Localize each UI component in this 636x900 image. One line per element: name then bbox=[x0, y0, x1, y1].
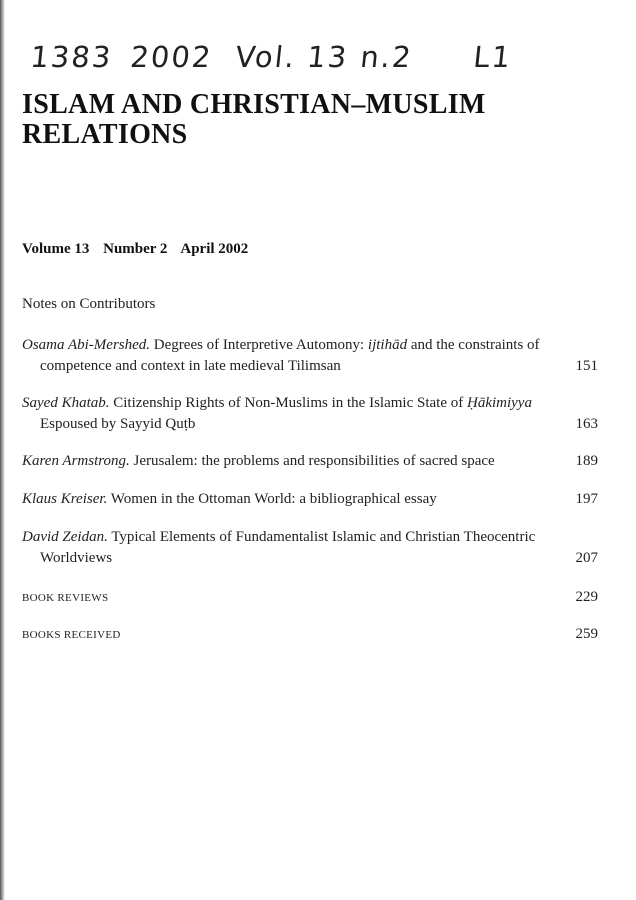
handwritten-call-number: 1383 bbox=[28, 40, 115, 74]
toc-entry bbox=[22, 451, 600, 472]
entry-author: Klaus Kreiser. bbox=[22, 491, 108, 507]
entry-author: Sayed Khatab. bbox=[22, 395, 110, 411]
toc-entry-text bbox=[22, 489, 580, 510]
entry-page-number: 197 bbox=[575, 491, 598, 507]
notes-on-contributors: Notes on Contributors bbox=[22, 296, 156, 312]
issue-volume: Volume 13 bbox=[22, 241, 90, 257]
page-edge-shadow bbox=[0, 0, 5, 900]
section-page-number: 229 bbox=[575, 589, 598, 605]
toc-entry-text bbox=[22, 527, 580, 569]
entry-page-number: 163 bbox=[575, 416, 598, 432]
entry-title-part: Typical Elements of Fundamentalist Islamic and Christian Theocentric Worldviews bbox=[40, 529, 536, 566]
toc-entry bbox=[22, 489, 600, 510]
toc-entry-text bbox=[22, 393, 580, 435]
issue-number: Number 2 bbox=[103, 241, 168, 257]
entry-author: Karen Armstrong. bbox=[22, 453, 130, 469]
section-label: BOOK REVIEWS bbox=[22, 592, 109, 604]
entry-title-italic: ijtihād bbox=[367, 337, 408, 353]
entry-title-part: Women in the Ottoman World: a bibliographical essay bbox=[110, 491, 437, 507]
issue-date: April 2002 bbox=[180, 241, 249, 257]
section-page-number: 259 bbox=[575, 626, 598, 642]
toc-section-books-received bbox=[22, 626, 600, 642]
entry-title-part: Espoused by Sayyid Quṭb bbox=[40, 416, 196, 432]
entry-title-italic: Ḥākimiyya bbox=[466, 395, 532, 411]
handwritten-number: n.2 bbox=[358, 40, 415, 74]
entry-page-number: 207 bbox=[575, 550, 598, 566]
handwritten-year: 2002 bbox=[128, 40, 215, 74]
issue-line bbox=[22, 241, 258, 258]
section-label: BOOKS RECEIVED bbox=[22, 629, 121, 641]
entry-title-part: Degrees of Interpretive Automony: bbox=[153, 337, 368, 353]
toc-entry bbox=[22, 335, 600, 377]
handwritten-note bbox=[28, 40, 514, 84]
toc-section-book-reviews bbox=[22, 589, 600, 605]
entry-page-number: 151 bbox=[575, 358, 598, 374]
entry-title-part: and the constraints of competence and context in late medieval Tilimsan bbox=[40, 337, 540, 374]
entry-title-part: Jerusalem: the problems and responsibilities of sacred space bbox=[133, 453, 495, 469]
handwritten-volume: Vol. 13 bbox=[233, 40, 351, 74]
toc-entry bbox=[22, 393, 600, 435]
entry-author: Osama Abi-Mershed. bbox=[22, 337, 151, 353]
toc-entry-text bbox=[22, 335, 580, 377]
toc-entry-text bbox=[22, 451, 580, 472]
toc-entry bbox=[22, 527, 600, 569]
handwritten-code: L1 bbox=[471, 40, 514, 74]
entry-author: David Zeidan. bbox=[22, 529, 108, 545]
entry-page-number: 189 bbox=[575, 453, 598, 469]
journal-title: ISLAM AND CHRISTIAN–MUSLIM RELATIONS bbox=[22, 89, 486, 150]
entry-title-part: Citizenship Rights of Non-Muslims in the Islamic State of bbox=[113, 395, 467, 411]
